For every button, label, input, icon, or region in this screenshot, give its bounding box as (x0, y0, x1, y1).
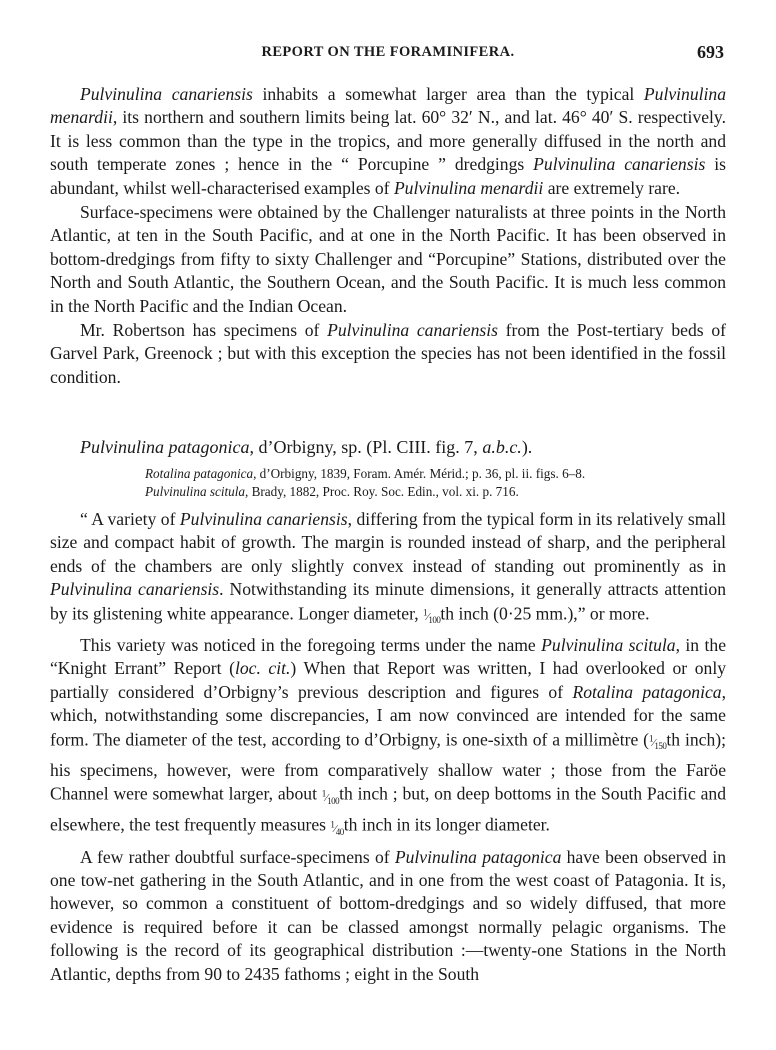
paragraph-distribution: Pulvinulina canariensis inhabits a somewhat larger area than the typical Pulvinulina menardii, its northern and southern limits being lat. 60° 32′ N., and lat. 46° 40′ S. respectively. It is less common than the type in the tropics, and more generally diffused in the north and south temperate zones ; hence in the “ Porcupine ” dredgings Pulvinulina canariensis is abundant, whilst well-characterised examples of Pulvinulina menardii are extremely rare. (50, 84, 726, 198)
running-head (0, 44, 776, 66)
fraction: $^1⁄_{100}$ (321, 788, 340, 806)
synonym-line: Pulvinulina scitula, Brady, 1882, Proc. Roy. Soc. Edin., vol. xi. p. 716. (145, 484, 519, 499)
paragraph-quotation: “ A variety of Pulvinulina canariensis, differing from the typical form in its relatively small size and compact habit of growth. The margin is rounded instead of sharp, and the peripheral ends of the chambers are only slightly convex instead of standing out prominently as in Pulvinulina canariensis. Notwithstanding its minute dimensions, it generally attracts attention by its glistening white appearance. Longer diameter, $^1⁄_{100}th$ inch (0·25 mm.),” or more. (50, 509, 726, 626)
taxon-name: Pulvinulina canariensis (533, 154, 706, 175)
paragraph-fossil: Mr. Robertson has specimens of Pulvinulina canariensis from the Post-tertiary beds of Garvel Park, Greenock ; but with this exception the species has not been identified in the fossil condition. (50, 320, 726, 387)
taxon-name: Pulvinulina scitula (541, 634, 676, 655)
taxon-name: Pulvinulina menardii (393, 177, 544, 198)
fraction: $^1⁄_{100}$ (423, 607, 441, 626)
taxon-name: Pulvinulina canariensis (80, 84, 253, 104)
paragraph-surface-specimens: Surface-specimens were obtained by the Challenger naturalists at three points in the North Atlantic, at ten in the South Pacific, and at one in the North Pacific. It has been observed in bottom-dredgings from fifty to sixty Challenger and “Porcupine” Stations, distributed over the North and South Atlantic, the Southern Ocean, and the South Pacific. It is much less common in the North Pacific and the Indian Ocean. (50, 202, 726, 316)
section-canariensis (50, 83, 726, 389)
paragraph-geographical: A few rather doubtful surface-specimens of Pulvinulina patagonica have been observed in one tow-net gathering in the South Atlantic, and in one from the west coast of Patagonia. It is, however, so common a constituent of bottom-dredgings and so widely diffused, that more evidence is required before it can be classed amongst normally pelagic organisms. The following is the record of its geographical distribution :—twenty-one Stations in the North Atlantic, depths from 90 to 2435 fathoms ; eight in the South (50, 846, 727, 984)
taxon-name: Pulvinulina menardii (50, 84, 726, 128)
fraction: $^1⁄_{40}$ (330, 819, 344, 838)
figure-ref: a.b.c. (482, 437, 522, 457)
synonym-line: Rotalina patagonica, d’Orbigny, 1839, Foram. Amér. Mérid.; p. 36, pl. ii. figs. 6–8. (145, 466, 586, 481)
taxon-name: Pulvinulina canariensis (327, 320, 498, 341)
species-heading: Pulvinulina patagonica, d’Orbigny, sp. (Pl. CIII. fig. 7, a.b.c.). (80, 437, 533, 457)
taxon-name: Pulvinulina patagonica (394, 846, 562, 867)
fraction: $^1⁄_{150}$ (649, 733, 667, 752)
taxon-name: Rotalina patagonica (572, 681, 722, 702)
species-name: Pulvinulina patagonica (80, 437, 250, 457)
running-head-title: REPORT ON THE FORAMINIFERA. (261, 44, 515, 60)
section-patagonica (50, 508, 726, 986)
page-number: 693 (697, 42, 724, 62)
taxon-name: Pulvinulina canariensis (50, 579, 220, 600)
paragraph-variety: This variety was noticed in the foregoing terms under the name Pulvinulina scitula, in the “Knight Errant” Report (loc. cit.) When that Report was written, I had overlooked or only partially considered d’Orbigny’s previous description and figures of Rotalina patagonica, which, notwithstanding some discrepancies, I am now convinced are intended for the same form. The diameter of the test, according to d’Orbigny, is one-sixth of a millimètre ($^1⁄_{150}th$ inch); his specimens, however, were from comparatively shallow water ; those from the Faröe Channel were somewhat larger, about $^1⁄_{100}th$ inch ; but, on deep bottoms in the South Pacific and elsewhere, the test frequently measures $^1⁄_{40}th$ inch in its longer diameter. (50, 634, 727, 838)
taxon-name: Pulvinulina canariensis (179, 509, 348, 529)
